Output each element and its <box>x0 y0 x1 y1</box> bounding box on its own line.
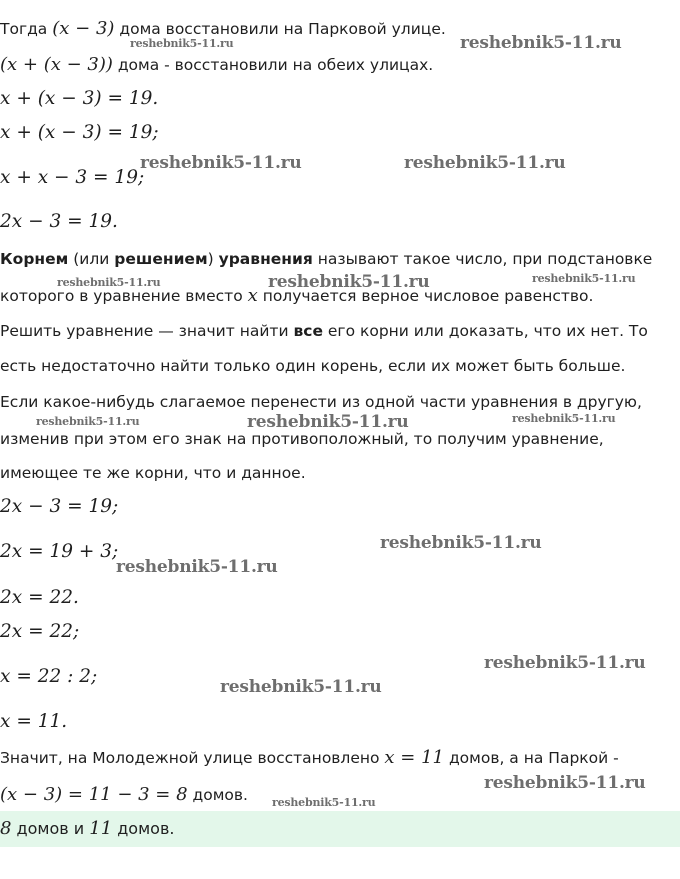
watermark: reshebnik5-11.ru <box>220 677 382 697</box>
watermark: reshebnik5-11.ru <box>484 653 646 673</box>
math-expression: (x + (x − 3)) <box>0 54 113 75</box>
text-line: (x − 3) = 11 − 3 = 8 домов. <box>0 784 248 805</box>
text-line: есть недостаточно найти только один корень, если их может быть больше. <box>0 357 626 375</box>
math-line: x = 11. <box>0 711 68 732</box>
watermark: reshebnik5-11.ru <box>130 37 234 50</box>
watermark: reshebnik5-11.ru <box>116 557 278 577</box>
answer-box <box>0 811 680 847</box>
watermark: reshebnik5-11.ru <box>460 33 622 53</box>
watermark: reshebnik5-11.ru <box>140 153 302 173</box>
text-line: Решить уравнение — значит найти все его корни или доказать, что их нет. То <box>0 322 648 340</box>
math-line: x + x − 3 = 19; <box>0 167 145 188</box>
text-line: Если какое-нибудь слагаемое перенести из одной части уравнения в другую, <box>0 393 642 411</box>
answer-text: 8 домов и 11 домов. <box>0 818 175 839</box>
watermark: reshebnik5-11.ru <box>512 412 616 425</box>
text-line: которого в уравнение вместо x получается верное числовое равенство. <box>0 285 594 306</box>
watermark: reshebnik5-11.ru <box>57 276 161 289</box>
math-line: x = 22 : 2; <box>0 666 98 687</box>
watermark: reshebnik5-11.ru <box>404 153 566 173</box>
watermark: reshebnik5-11.ru <box>532 272 636 285</box>
definition-line: Корнем (или решением) уравнения называют такое число, при подстановке <box>0 250 653 268</box>
math-line: x + (x − 3) = 19. <box>0 88 159 109</box>
math-line: 2x = 22. <box>0 587 79 608</box>
text-line: (x + (x − 3)) дома - восстановили на обеих улицах. <box>0 54 434 75</box>
math-line: 2x − 3 = 19; <box>0 496 119 517</box>
watermark: reshebnik5-11.ru <box>380 533 542 553</box>
math-expression: x <box>247 285 258 306</box>
math-expression: (x − 3) <box>52 18 115 39</box>
watermark: reshebnik5-11.ru <box>268 272 430 292</box>
math-expression: x = 11 <box>384 747 445 768</box>
math-line: 2x − 3 = 19. <box>0 211 118 232</box>
math-line: 2x = 19 + 3; <box>0 541 119 562</box>
text-line: имеющее те же корни, что и данное. <box>0 464 306 482</box>
math-line: 2x = 22; <box>0 621 80 642</box>
text-line: Значит, на Молодежной улице восстановлено x = 11 домов, а на Паркой - <box>0 747 619 768</box>
watermark: reshebnik5-11.ru <box>36 415 140 428</box>
text-line: Тогда (x − 3) дома восстановили на Парковой улице. <box>0 18 446 39</box>
watermark: reshebnik5-11.ru <box>484 773 646 793</box>
watermark: reshebnik5-11.ru <box>272 796 376 809</box>
math-line: x + (x − 3) = 19; <box>0 122 159 143</box>
watermark: reshebnik5-11.ru <box>247 412 409 432</box>
math-expression: (x − 3) = 11 − 3 = 8 <box>0 784 188 805</box>
text-line: изменив при этом его знак на противоположный, то получим уравнение, <box>0 430 604 448</box>
